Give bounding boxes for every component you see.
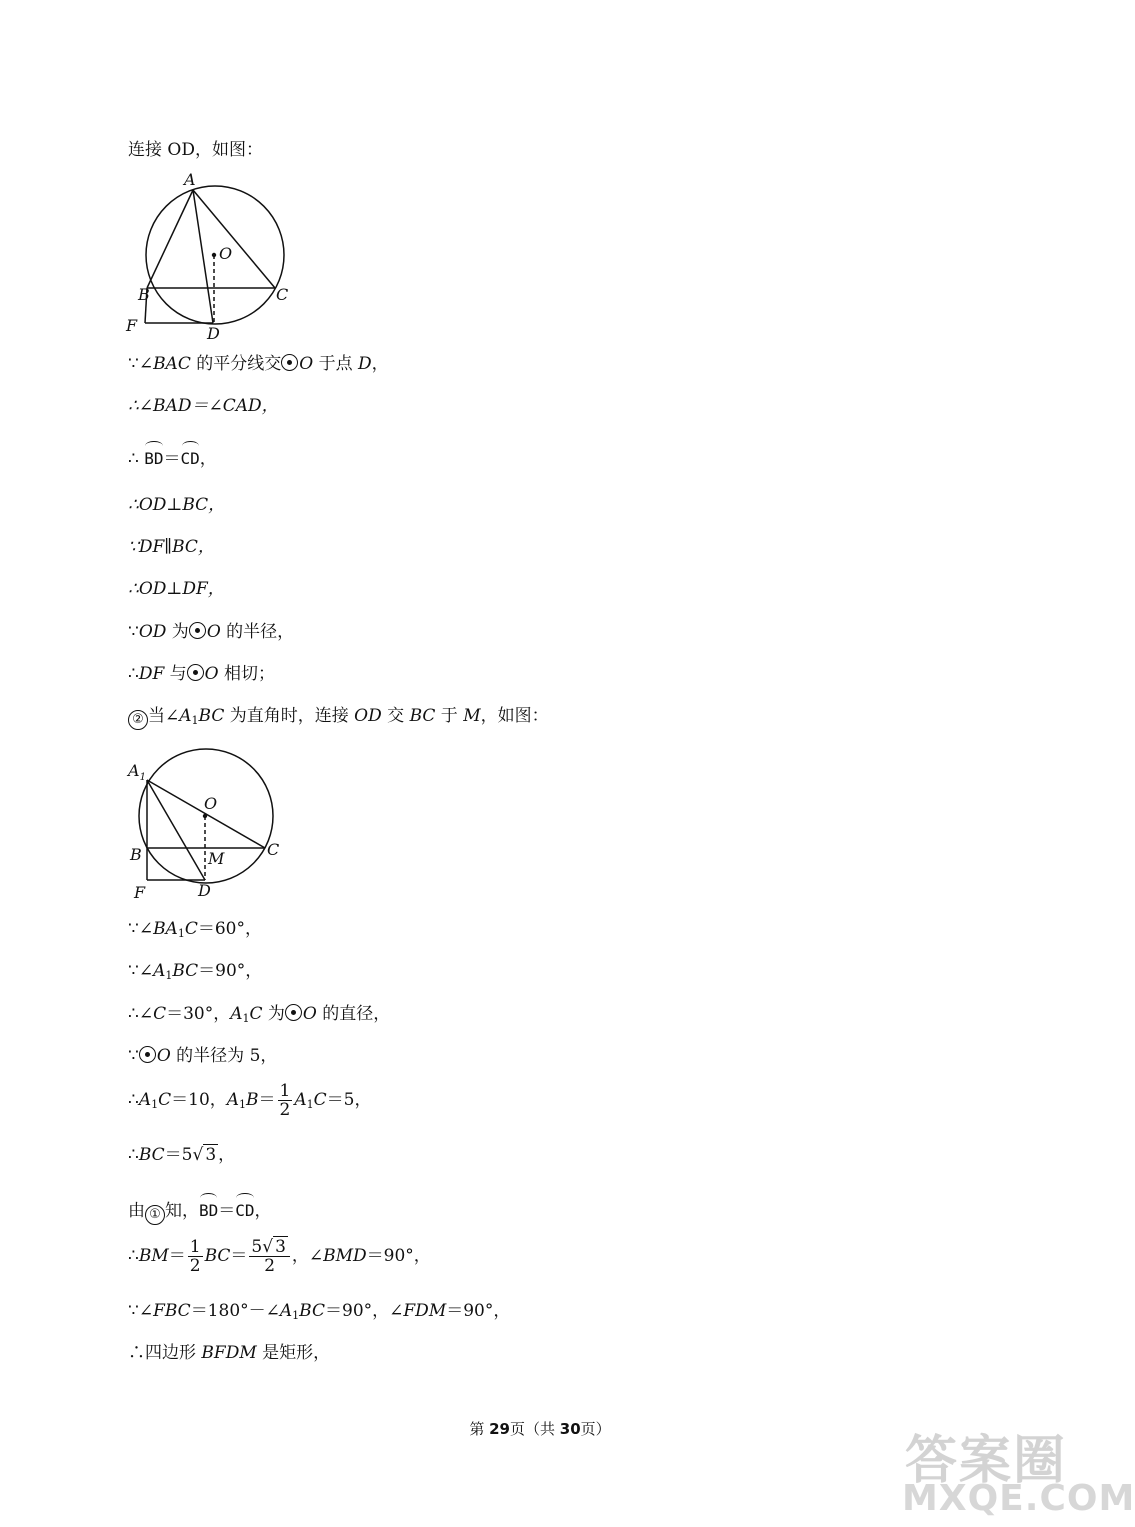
label-c: C <box>276 285 289 304</box>
circle-dot-symbol <box>281 354 298 371</box>
circled-number-1: ① <box>145 1205 165 1225</box>
text-line-8: ∵OD 为 O 的半径， <box>128 622 295 642</box>
center-point <box>212 253 216 257</box>
watermark-top: 答案圈 <box>905 1431 1068 1491</box>
fraction-half: $\frac{1}{2}$ <box>189 1237 201 1276</box>
label-o: O <box>204 794 218 813</box>
label-c: C <box>267 840 280 859</box>
page-total: 30 <box>559 1420 581 1438</box>
label-b: B <box>138 285 150 304</box>
text-line-17: 由 ① 知，BD＝CD， <box>128 1193 272 1225</box>
label-b: B <box>130 845 142 864</box>
text-line-20: ∴四边形 BFDM 是矩形， <box>128 1343 331 1363</box>
text-line-6: ∵DF∥BC， <box>128 537 215 557</box>
label-f: F <box>126 316 138 335</box>
geometry-figure-2 <box>120 744 290 904</box>
text-line-14: ∵ O 的半径为 5， <box>128 1046 278 1066</box>
text-line-18: ∴BM＝ $\frac{1}{2}$ BC＝ $\frac{5√ 3}{2}$ ，∠BMD＝90°， <box>128 1237 431 1276</box>
label-a: A <box>184 170 196 189</box>
text-line-4: ∴ BD＝CD， <box>128 441 217 471</box>
label-a1: $A_1$ <box>128 761 146 783</box>
center-point <box>203 814 207 818</box>
text-line-7: ∴OD⊥DF， <box>128 579 225 599</box>
arc-cd: CD <box>181 441 200 471</box>
text-line-3: ∴∠BAD＝∠CAD， <box>128 396 279 416</box>
page-number: 29 <box>489 1420 510 1438</box>
label-m: M <box>208 849 225 868</box>
watermark-bottom: MXQE.COM <box>902 1478 1135 1519</box>
label-d: D <box>207 324 220 343</box>
label-o: O <box>219 244 233 263</box>
text-line-1: 连接 OD，如图： <box>128 140 263 160</box>
text-line-9: ∴DF 与 O 相切； <box>128 664 276 684</box>
page-footer: 第 29页（共 30页） <box>469 1420 611 1438</box>
text-line-10: ② 当$\angle A_1BC$ 为直角时，连接 OD 交 BC 于 M，如图： <box>128 704 549 733</box>
geometry-figure-1 <box>120 168 300 344</box>
segment-a1d <box>147 780 205 880</box>
text-line-19: $\because\angle FBC=180^\circ-\angle A_1BC=90^\circ$，∠FDM＝90°， <box>128 1301 511 1322</box>
text-line-2: ∵∠BAC 的平分线交 O 于点 D， <box>128 354 389 374</box>
circled-number-2: ② <box>128 710 148 730</box>
arc-cd: CD <box>235 1193 254 1223</box>
fraction-five-root-three-over-two: $\frac{5√ 3}{2}$ <box>249 1238 290 1275</box>
arc-bd: BD <box>199 1193 218 1223</box>
label-f: F <box>134 883 146 902</box>
fraction-half: $\frac{1}{2}$ <box>279 1081 291 1120</box>
arc-bd: BD <box>144 441 163 471</box>
text-line-5: ∴OD⊥BC， <box>128 495 226 515</box>
text-line-12: $\because\angle A_1BC=90^\circ$， <box>128 961 263 982</box>
text-line-15: $\therefore A_1C=10$，$A_1B=$ $\frac{1}{2}$ $A_1C=5$， <box>128 1081 372 1120</box>
label-d: D <box>198 881 211 900</box>
segment-a1c <box>147 780 265 848</box>
text-line-16: ∴BC＝5√ 3 ， <box>128 1145 236 1165</box>
text-line-11: $\because\angle BA_1C=60^\circ$， <box>128 919 262 940</box>
segment-ab <box>147 190 193 288</box>
sqrt-symbol: √ <box>192 1145 204 1165</box>
text-line-13: ∴∠C＝30°，$A_1C$ 为 O 的直径， <box>128 1004 391 1025</box>
